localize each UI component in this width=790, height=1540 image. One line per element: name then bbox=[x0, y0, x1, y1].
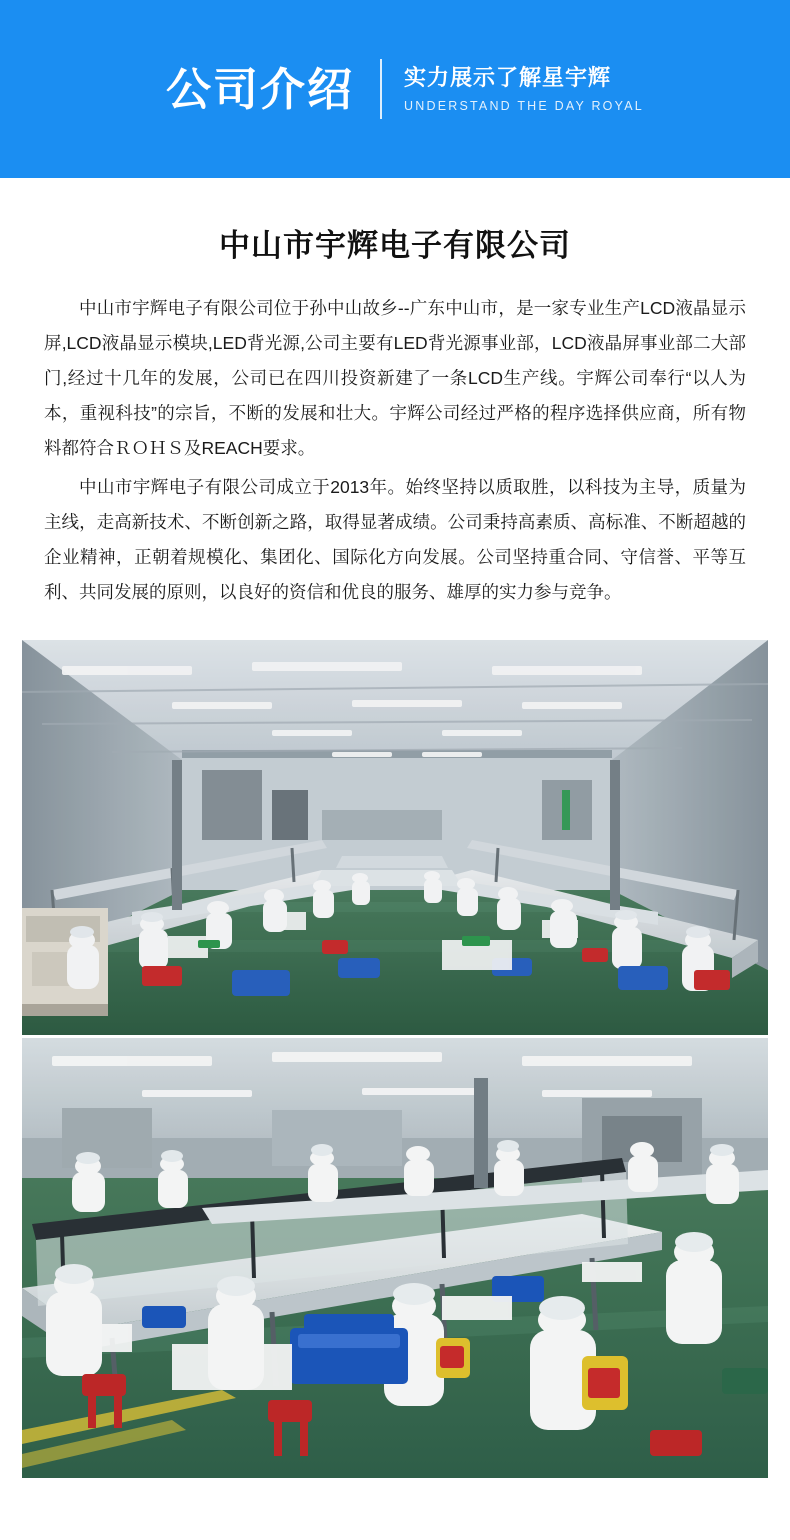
section-factory-photos bbox=[0, 640, 790, 1478]
factory-photo-2 bbox=[22, 1038, 768, 1478]
section-header-banner bbox=[0, 0, 790, 178]
banner-title: 公司介绍 bbox=[166, 63, 355, 115]
banner-subtitle-group bbox=[404, 64, 644, 115]
banner-subtitle-en: UNDERSTAND THE DAY ROYAL bbox=[404, 99, 644, 114]
banner-subtitle-cn: 实力展示了解星宇辉 bbox=[404, 64, 612, 90]
intro-paragraph-1: 中山市宇辉电子有限公司位于孙中山故乡--广东中山市，是一家专业生产LCD液晶显示屏,LCD液晶显示模块,LED背光源,公司主要有LED背光源事业部，LCD液晶屏事业部二大部门,经过十几年的发展，公司已在四川投资新建了一条LCD生产线。宇辉公司奉行“以人为本，重视科技”的宗旨，不断的发展和壮大。宇辉公司经过严格的程序选择供应商，所有物料都符合ＲＯＨＳ及REACH要求。 bbox=[44, 298, 746, 458]
factory-photo-1-image bbox=[22, 640, 768, 1035]
section-company-intro bbox=[0, 220, 790, 610]
factory-photo-1 bbox=[22, 640, 768, 1035]
company-name-heading: 中山市宇辉电子有限公司 bbox=[219, 228, 571, 263]
factory-photo-2-image bbox=[22, 1038, 768, 1478]
banner-divider bbox=[380, 59, 382, 119]
intro-paragraph-2: 中山市宇辉电子有限公司成立于2013年。始终坚持以质取胜，以科技为主导，质量为主线，走高新技术、不断创新之路，取得显著成绩。公司秉持高素质、高标准、不断超越的企业精神，正朝着规模化、集团化、国际化方向发展。公司坚持重合同、守信誉、平等互利、共同发展的原则，以良好的资信和优良的服务、雄厚的实力参与竞争。 bbox=[44, 477, 746, 602]
